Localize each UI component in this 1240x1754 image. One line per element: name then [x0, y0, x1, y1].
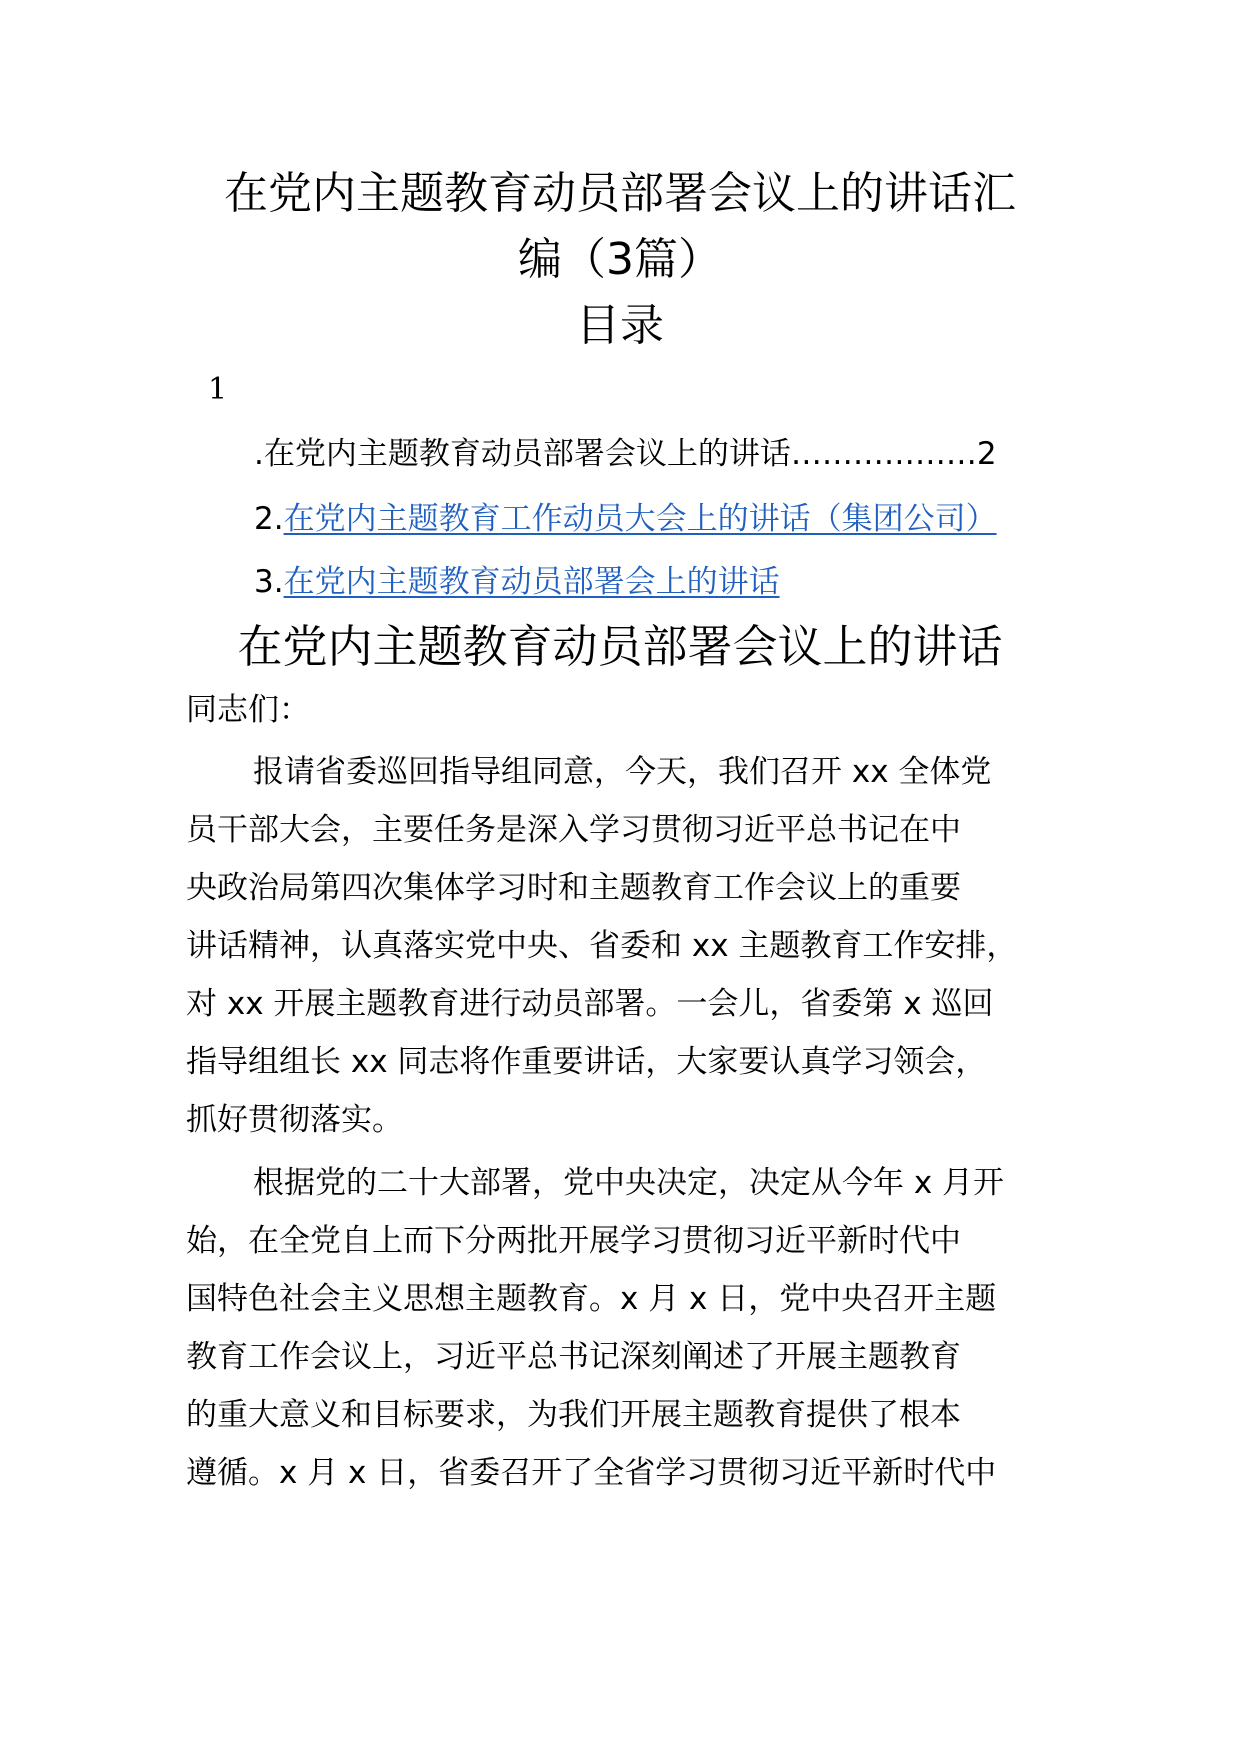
toc-item-2-number: 2. — [254, 501, 284, 537]
document-title-line-2: 编（3篇） — [518, 234, 722, 285]
toc-heading: 目录 — [576, 300, 664, 351]
body-line: 始，在全党自上而下分两批开展学习贯彻习近平新时代中 — [186, 1223, 961, 1259]
body-line: 报请省委巡回指导组同意，今天，我们召开 xx 全体党 — [253, 754, 992, 790]
toc-item-3-number: 3. — [254, 564, 284, 600]
body-line: 指导组组长 xx 同志将作重要讲话，大家要认真学习领会， — [186, 1044, 987, 1080]
toc-item-3-link[interactable]: 在党内主题教育动员部署会上的讲话 — [283, 564, 780, 600]
body-line: 抓好贯彻落实。 — [186, 1102, 403, 1138]
body-line: 讲话精神，认真落实党中央、省委和 xx 主题教育工作安排， — [186, 928, 1018, 964]
body-line: 员干部大会，主要任务是深入学习贯彻习近平总书记在中 — [186, 812, 961, 848]
body-line: 对 xx 开展主题教育进行动员部署。一会儿，省委第 x 巡回 — [186, 986, 994, 1022]
toc-item-2-link[interactable]: 在党内主题教育工作动员大会上的讲话（集团公司） — [283, 501, 997, 537]
body-line: 遵循。x 月 x 日，省委召开了全省学习贯彻习近平新时代中 — [186, 1455, 997, 1491]
toc-item-2[interactable] — [254, 501, 997, 537]
body-line: 央政治局第四次集体学习时和主题教育工作会议上的重要 — [186, 870, 961, 906]
toc-item-3[interactable] — [254, 564, 780, 600]
body-line: 的重大意义和目标要求，为我们开展主题教育提供了根本 — [186, 1397, 961, 1433]
salutation: 同志们： — [186, 692, 310, 728]
body-line: 教育工作会议上，习近平总书记深刻阐述了开展主题教育 — [186, 1339, 961, 1375]
body-line: 国特色社会主义思想主题教育。x 月 x 日，党中央召开主题 — [186, 1281, 997, 1317]
toc-item-1-number: 1 — [208, 372, 228, 407]
body-line: 根据党的二十大部署，党中央决定，决定从今年 x 月开 — [253, 1165, 1005, 1201]
toc-item-1[interactable]: .在党内主题教育动员部署会议上的讲话………………2 — [254, 436, 997, 472]
section-title: 在党内主题教育动员部署会议上的讲话 — [237, 620, 1003, 673]
document-title-line-1: 在党内主题教育动员部署会议上的讲话汇 — [224, 168, 1016, 219]
